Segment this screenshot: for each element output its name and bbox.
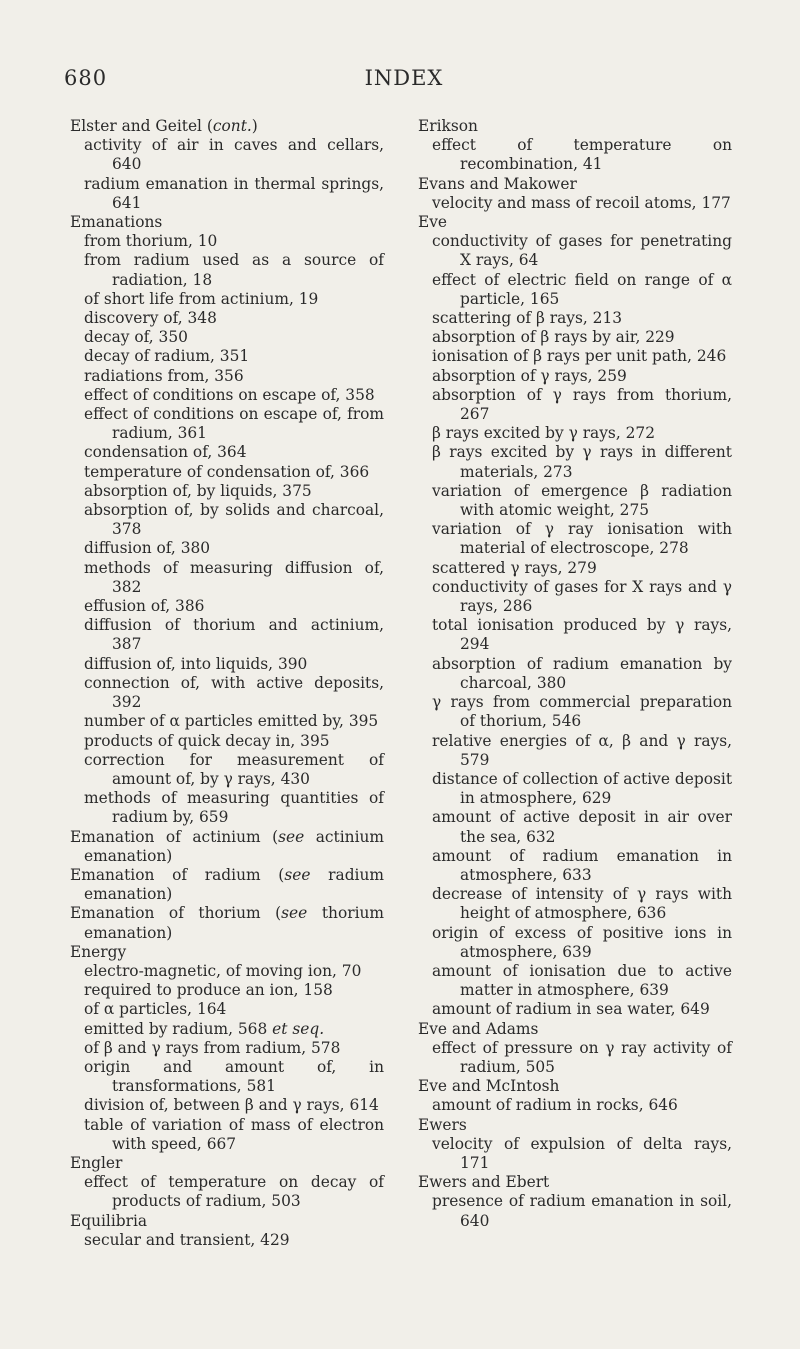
index-subentry: β rays excited by γ rays, 272 <box>432 424 655 443</box>
index-heading: Eve <box>418 213 448 232</box>
index-subentry: of short life from actinium, 19 <box>84 289 319 308</box>
index-subentry: total ionisation produced by γ rays, 294 <box>432 616 732 654</box>
index-subentry: effect of temperature on decay of products of radium, 503 <box>84 1173 384 1211</box>
page-number: 680 <box>64 66 108 90</box>
index-subentry: relative energies of α, β and γ rays, 579 <box>432 731 732 769</box>
index-subentry: effect of pressure on γ ray activity of radium, 505 <box>432 1038 732 1076</box>
index-subentry: division of, between β and γ rays, 614 <box>84 1096 379 1115</box>
index-subentry: ionisation of β rays per unit path, 246 <box>432 347 727 366</box>
index-heading: Eve and Adams <box>418 1019 539 1038</box>
index-subentry: presence of radium emanation in soil, 640 <box>432 1192 732 1230</box>
index-heading: Ewers <box>418 1115 467 1134</box>
index-subentry: methods of measuring diffusion of, 382 <box>84 558 384 596</box>
index-subentry: amount of active deposit in air over the sea, 632 <box>432 808 732 846</box>
index-subentry: origin of excess of positive ions in atmosphere, 639 <box>432 923 732 961</box>
index-heading: Emanations <box>70 213 163 232</box>
index-subentry: required to produce an ion, 158 <box>84 981 333 1000</box>
index-subentry: absorption of, by liquids, 375 <box>84 481 312 500</box>
index-subentry: diffusion of thorium and actinium, 387 <box>84 616 384 654</box>
index-subentry: distance of collection of active deposit in atmosphere, 629 <box>432 769 732 808</box>
index-subentry: products of quick decay in, 395 <box>84 731 330 750</box>
index-subentry: scattered γ rays, 279 <box>432 558 597 577</box>
page-header <box>64 66 744 96</box>
running-title: INDEX <box>364 66 444 90</box>
index-subentry: variation of γ ray ionisation with material of electroscope, 278 <box>432 520 732 558</box>
index-subentry: velocity and mass of recoil atoms, 177 <box>432 193 731 212</box>
index-heading: Equilibria <box>70 1211 148 1230</box>
index-heading: Emanation of actinium (see actinium emanation) <box>70 827 384 865</box>
right-index-column <box>418 117 732 1231</box>
index-subentry: effect of conditions on escape of, from radium, 361 <box>84 405 384 443</box>
index-subentry: of β and γ rays from radium, 578 <box>84 1038 341 1057</box>
index-subentry: conductivity of gases for X rays and γ rays, 286 <box>432 577 732 616</box>
index-subentry: table of variation of mass of electron with speed, 667 <box>84 1115 384 1153</box>
index-subentry: condensation of, 364 <box>84 443 247 462</box>
index-subentry: β rays excited by γ rays in different materials, 273 <box>432 443 732 481</box>
index-subentry: conductivity of gases for penetrating X rays, 64 <box>432 232 732 270</box>
index-subentry: amount of radium emanation in atmosphere, 633 <box>432 846 732 884</box>
index-subentry: connection of, with active deposits, 392 <box>84 673 384 712</box>
index-subentry: effect of conditions on escape of, 358 <box>84 385 375 404</box>
index-subentry: effect of electric field on range of α particle, 165 <box>432 270 732 308</box>
index-subentry: decay of radium, 351 <box>84 347 250 366</box>
index-subentry: amount of radium in sea water, 649 <box>432 1000 710 1019</box>
index-subentry: from radium used as a source of radiation, 18 <box>84 251 384 289</box>
index-heading: Elster and Geitel (cont.) <box>70 117 258 135</box>
index-subentry: variation of emergence β radiation with atomic weight, 275 <box>432 481 732 520</box>
index-subentry: temperature of condensation of, 366 <box>84 462 370 481</box>
index-subentry: radium emanation in thermal springs, 641 <box>84 174 384 212</box>
index-heading: Evans and Makower <box>418 174 577 193</box>
index-subentry: absorption of, by solids and charcoal, 378 <box>84 501 384 539</box>
left-index-column <box>70 117 384 1250</box>
index-subentry: γ rays from commercial preparation of thorium, 546 <box>432 693 732 731</box>
index-subentry: diffusion of, into liquids, 390 <box>84 654 308 673</box>
index-heading: Engler <box>70 1153 123 1172</box>
index-subentry: methods of measuring quantities of radium by, 659 <box>84 789 384 827</box>
index-heading: Emanation of thorium (see thorium emanation) <box>70 904 384 942</box>
index-subentry: activity of air in caves and cellars, 640 <box>84 136 384 174</box>
index-heading: Erikson <box>418 117 478 135</box>
index-subentry: decrease of intensity of γ rays with height of atmosphere, 636 <box>432 885 732 923</box>
index-subentry: from thorium, 10 <box>84 232 218 251</box>
index-subentry: effect of temperature on recombination, 41 <box>432 136 732 174</box>
index-subentry: diffusion of, 380 <box>84 539 211 558</box>
index-subentry: velocity of expulsion of delta rays, 171 <box>432 1134 732 1172</box>
index-subentry: discovery of, 348 <box>84 309 217 328</box>
index-subentry: absorption of β rays by air, 229 <box>432 328 675 347</box>
index-subentry: origin and amount of, in transformations, 581 <box>84 1057 384 1096</box>
index-subentry: amount of radium in rocks, 646 <box>432 1096 678 1115</box>
index-subentry: scattering of β rays, 213 <box>432 309 623 328</box>
index-subentry: electro-magnetic, of moving ion, 70 <box>84 961 362 980</box>
index-subentry: radiations from, 356 <box>84 366 244 385</box>
index-subentry: absorption of γ rays, 259 <box>432 366 627 385</box>
index-subentry: absorption of γ rays from thorium, 267 <box>432 385 732 424</box>
index-heading: Emanation of radium (see radium emanation) <box>70 865 384 904</box>
index-heading: Energy <box>70 942 127 961</box>
index-heading: Eve and McIntosh <box>418 1077 560 1096</box>
index-subentry: number of α particles emitted by, 395 <box>84 712 379 731</box>
index-subentry: emitted by radium, 568 et seq. <box>84 1019 325 1038</box>
index-subentry: decay of, 350 <box>84 328 188 347</box>
index-subentry: secular and transient, 429 <box>84 1230 290 1249</box>
index-heading: Ewers and Ebert <box>418 1173 550 1192</box>
index-subentry: absorption of radium emanation by charcoal, 380 <box>432 654 732 692</box>
index-subentry: amount of ionisation due to active matter in atmosphere, 639 <box>432 961 732 1000</box>
index-subentry: correction for measurement of amount of, by γ rays, 430 <box>84 750 384 788</box>
index-subentry: effusion of, 386 <box>84 597 205 616</box>
index-subentry: of α particles, 164 <box>84 1000 227 1019</box>
